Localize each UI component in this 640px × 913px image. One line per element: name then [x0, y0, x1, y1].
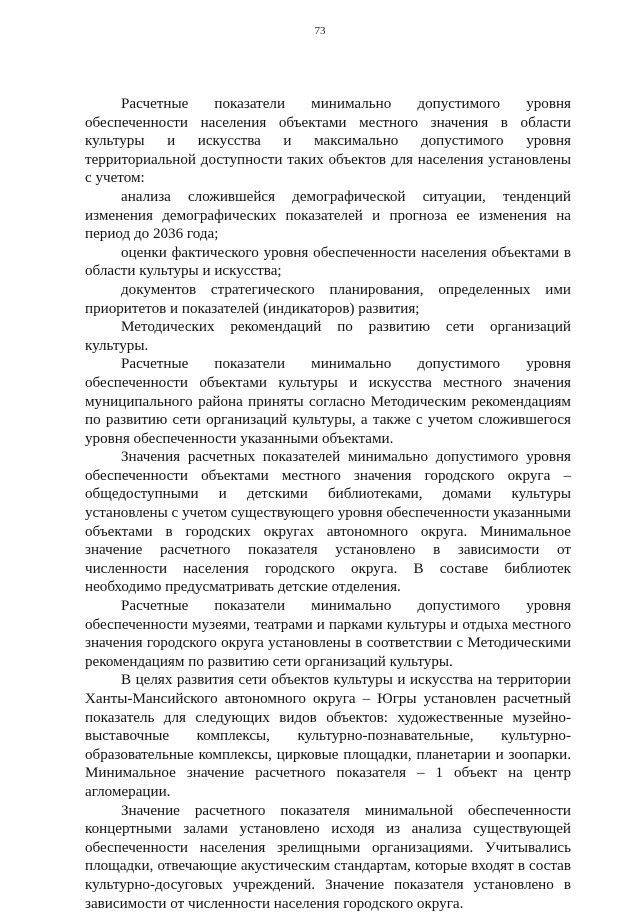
body-text: [85, 95, 571, 913]
paragraph: Значение расчетного показателя минимальной обеспеченности концертными залами установлено исходя из анализа существующей обеспеченности населения зрелищными организациями. Учитывались площадки, отвечающие акустическим стандартам, которые входят в состав культурно-досуговых учреждений. Значение показателя установлено в зависимости от численности населения городского округа.: [85, 802, 571, 912]
paragraph: Расчетные показатели минимально допустимого уровня обеспеченности объектами культуры и искусства местного значения муниципального района приняты согласно Методическим рекомендациям по развитию сети организаций культуры, а также с учетом сложившегося уровня обеспеченности указанными объектами.: [85, 356, 571, 447]
paragraph: Значения расчетных показателей минимально допустимого уровня обеспеченности объектами местного значения городского округа – общедоступными и детскими библиотеками, домами культуры установлены с учетом существующего уровня обеспеченности указанными объектами в городских округах автономного округа. Минимальное значение расчетного показателя установлено в зависимости от численности населения городского округа. В составе библиотек необходимо предусматривать детские отделения.: [85, 449, 571, 596]
paragraph: оценки фактического уровня обеспеченности населения объектами в области культуры и искусства;: [85, 244, 571, 280]
paragraph: В целях развития сети объектов культуры и искусства на территории Ханты-Мансийского автономного округа – Югры установлен расчетный показатель для следующих видов объектов: художественные музейно-выставочные комплексы, культурно-познавательные, культурно-образовательные комплексы, цирковые площадки, планетарии и зоопарки. Минимальное значение расчетного показателя – 1 объект на центр агломерации.: [85, 672, 571, 800]
paragraph: анализа сложившейся демографической ситуации, тенденций изменения демографических показателей и прогноза ее изменения на период до 2036 года;: [85, 188, 571, 243]
paragraph: Методических рекомендаций по развитию сети организаций культуры.: [85, 319, 571, 354]
paragraph: Расчетные показатели минимально допустимого уровня обеспеченности населения объектами местного значения в области культуры и искусства и максимально допустимого уровня территориальной доступности таких объектов для населения установлены с учетом:: [85, 96, 571, 187]
page-number: 73: [314, 25, 326, 37]
paragraph: Расчетные показатели минимально допустимого уровня обеспеченности музеями, театрами и парками культуры и отдыха местного значения городского округа установлены в соответствии с Методическими рекомендациям по развитию сети организаций культуры.: [85, 598, 571, 670]
paragraph: документов стратегического планирования, определенных ими приоритетов и показателей (индикаторов) развития;: [85, 281, 571, 317]
